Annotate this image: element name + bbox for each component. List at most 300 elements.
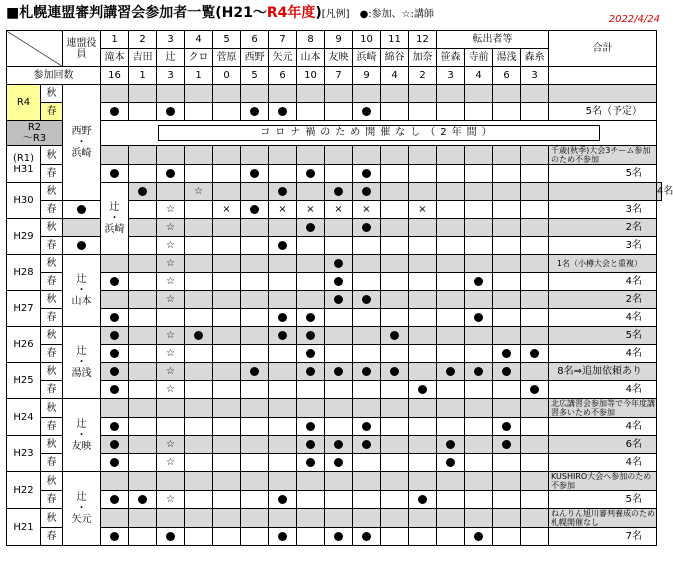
mark-cell xyxy=(521,291,549,309)
attend-dot xyxy=(334,259,343,268)
mark-cell xyxy=(269,237,297,255)
attend-dot xyxy=(362,532,371,541)
mark-cell xyxy=(297,183,325,201)
season-label: 秋 xyxy=(41,363,63,381)
mark-cell xyxy=(493,309,521,327)
mark-cell xyxy=(381,491,409,509)
mark-cell xyxy=(185,363,213,381)
legend: [凡例] ●:参加、☆:講師 xyxy=(321,9,434,20)
mark-cell xyxy=(409,345,437,363)
mark-cell xyxy=(269,291,297,309)
mark-cell xyxy=(493,146,521,165)
mark-cell xyxy=(269,103,297,121)
mark-cell xyxy=(521,363,549,381)
mark-cell xyxy=(465,146,493,165)
attend-dot xyxy=(278,532,287,541)
attend-dot xyxy=(110,367,119,376)
attend-dot xyxy=(166,107,175,116)
attend-dot xyxy=(306,422,315,431)
attend-dot xyxy=(110,440,119,449)
member-name: 湯浅 xyxy=(493,49,521,67)
year-label: H27 xyxy=(7,291,41,327)
col-number: 5 xyxy=(213,31,241,49)
attend-dot xyxy=(474,367,483,376)
mark-cell xyxy=(241,345,269,363)
mark-cell xyxy=(493,345,521,363)
season-label: 春 xyxy=(41,491,63,509)
mark-cell xyxy=(409,363,437,381)
mark-cell xyxy=(521,237,549,255)
attend-dot xyxy=(166,532,175,541)
mark-cell xyxy=(437,146,465,165)
mark-cell xyxy=(465,103,493,121)
count-total xyxy=(549,67,657,85)
mark-cell xyxy=(101,146,129,165)
mark-cell xyxy=(381,183,409,201)
year-label: H29 xyxy=(7,219,41,255)
mark-cell xyxy=(353,103,381,121)
attend-dot xyxy=(446,440,455,449)
mark-cell xyxy=(269,509,297,528)
officer-cell: 西野 ・ 浜崎 xyxy=(63,85,101,201)
mark-cell xyxy=(129,85,157,103)
mark-cell xyxy=(241,309,269,327)
mark-cell xyxy=(269,146,297,165)
row-total: 5名 xyxy=(549,165,657,183)
season-label: 秋 xyxy=(41,85,63,103)
attend-dot xyxy=(530,385,539,394)
mark-cell xyxy=(129,237,157,255)
mark-cell xyxy=(269,436,297,454)
mark-cell xyxy=(63,237,101,255)
mark-cell xyxy=(297,309,325,327)
attend-dot xyxy=(250,205,259,214)
mark-cell: ☆ xyxy=(157,436,185,454)
attend-dot xyxy=(362,107,371,116)
count-value: 0 xyxy=(213,67,241,85)
mark-cell: ☆ xyxy=(157,237,185,255)
mark-cell xyxy=(157,146,185,165)
count-value: 3 xyxy=(521,67,549,85)
mark-cell xyxy=(241,201,269,219)
mark-cell xyxy=(269,273,297,291)
season-label: 春 xyxy=(41,528,63,546)
mark-cell xyxy=(157,472,185,491)
mark-cell xyxy=(409,436,437,454)
mark-cell xyxy=(129,418,157,436)
mark-cell xyxy=(437,509,465,528)
mark-cell xyxy=(101,103,129,121)
mark-cell xyxy=(297,255,325,273)
mark-cell xyxy=(493,418,521,436)
mark-cell xyxy=(297,418,325,436)
mark-cell xyxy=(157,528,185,546)
mark-cell xyxy=(437,237,465,255)
mark-cell xyxy=(241,237,269,255)
mark-cell xyxy=(241,381,269,399)
mark-cell xyxy=(129,399,157,418)
mark-cell xyxy=(381,528,409,546)
mark-cell xyxy=(353,255,381,273)
member-name: 友映 xyxy=(325,49,353,67)
mark-cell xyxy=(493,291,521,309)
mark-cell xyxy=(213,399,241,418)
year-label: H23 xyxy=(7,436,41,472)
col-number: 2 xyxy=(129,31,157,49)
mark-cell xyxy=(297,273,325,291)
row-total: 4名 xyxy=(549,418,657,436)
season-label: 春 xyxy=(41,454,63,472)
mark-cell xyxy=(213,509,241,528)
mark-cell xyxy=(269,309,297,327)
attend-dot xyxy=(474,532,483,541)
mark-cell xyxy=(101,436,129,454)
mark-cell xyxy=(185,418,213,436)
mark-cell xyxy=(129,291,157,309)
mark-cell: × xyxy=(269,201,297,219)
mark-cell xyxy=(381,399,409,418)
mark-cell xyxy=(185,381,213,399)
attend-dot xyxy=(306,331,315,340)
officer-cell: 辻 ・ 矢元 xyxy=(63,472,101,546)
mark-cell xyxy=(353,381,381,399)
mark-cell xyxy=(101,309,129,327)
col-number: 6 xyxy=(241,31,269,49)
mark-cell xyxy=(437,103,465,121)
season-label: 春 xyxy=(41,103,63,121)
mark-cell xyxy=(129,381,157,399)
mark-cell xyxy=(465,509,493,528)
attend-dot xyxy=(250,169,259,178)
mark-cell xyxy=(465,201,493,219)
mark-cell xyxy=(521,454,549,472)
attend-dot xyxy=(194,331,203,340)
mark-cell xyxy=(297,436,325,454)
mark-cell xyxy=(353,219,381,237)
mark-cell xyxy=(213,165,241,183)
mark-cell xyxy=(129,327,157,345)
member-name: 森糸 xyxy=(521,49,549,67)
mark-cell xyxy=(241,165,269,183)
mark-cell xyxy=(381,237,409,255)
mark-cell: ☆ xyxy=(157,327,185,345)
mark-cell xyxy=(353,273,381,291)
mark-cell xyxy=(437,472,465,491)
col-number: 10 xyxy=(353,31,381,49)
mark-cell xyxy=(241,454,269,472)
member-name: 西野 xyxy=(241,49,269,67)
mark-cell xyxy=(325,291,353,309)
attend-dot xyxy=(334,532,343,541)
mark-cell xyxy=(129,345,157,363)
row-total: 4名 xyxy=(549,273,657,291)
attend-dot xyxy=(250,107,259,116)
col-number: 12 xyxy=(409,31,437,49)
mark-cell xyxy=(185,309,213,327)
season-label: 秋 xyxy=(41,146,63,165)
mark-cell xyxy=(241,418,269,436)
mark-cell: ☆ xyxy=(157,291,185,309)
mark-cell xyxy=(437,219,465,237)
row-total: 3名 xyxy=(549,237,657,255)
mark-cell xyxy=(241,436,269,454)
mark-cell xyxy=(437,345,465,363)
mark-cell xyxy=(437,85,465,103)
mark-cell xyxy=(521,201,549,219)
mark-cell xyxy=(521,219,549,237)
attend-dot xyxy=(278,331,287,340)
mark-cell xyxy=(465,273,493,291)
year-label: H21 xyxy=(7,509,41,546)
mark-cell xyxy=(297,381,325,399)
mark-cell xyxy=(157,85,185,103)
mark-cell xyxy=(465,183,493,201)
mark-cell xyxy=(353,491,381,509)
season-label: 秋 xyxy=(41,183,63,201)
mark-cell xyxy=(325,363,353,381)
mark-cell: × xyxy=(213,201,241,219)
mark-cell xyxy=(325,85,353,103)
mark-cell xyxy=(521,309,549,327)
mark-cell xyxy=(465,237,493,255)
member-name: 菅原 xyxy=(213,49,241,67)
season-label: 春 xyxy=(41,201,63,219)
mark-cell xyxy=(101,85,129,103)
mark-cell xyxy=(381,436,409,454)
attend-dot xyxy=(138,187,147,196)
mark-cell xyxy=(101,399,129,418)
row-total: 2名 xyxy=(549,219,657,237)
mark-cell xyxy=(493,237,521,255)
mark-cell xyxy=(325,454,353,472)
mark-cell xyxy=(521,345,549,363)
mark-cell xyxy=(157,103,185,121)
row-total: 8名⇒追加依頼あり xyxy=(549,363,657,381)
mark-cell xyxy=(269,255,297,273)
mark-cell xyxy=(185,472,213,491)
mark-cell xyxy=(437,327,465,345)
season-label: 秋 xyxy=(41,436,63,454)
attend-dot xyxy=(530,349,539,358)
mark-cell xyxy=(409,103,437,121)
mark-cell xyxy=(465,165,493,183)
mark-cell xyxy=(353,454,381,472)
col-number: 1 xyxy=(101,31,129,49)
mark-cell xyxy=(353,528,381,546)
officer-cell: 辻 ・ 浜崎 xyxy=(101,183,129,255)
mark-cell xyxy=(185,146,213,165)
mark-cell xyxy=(409,183,437,201)
row-total: 千歳(秋季)大会3チーム参加のため不参加 xyxy=(549,146,657,165)
mark-cell xyxy=(493,255,521,273)
attend-dot xyxy=(474,277,483,286)
attend-dot xyxy=(362,187,371,196)
attend-dot xyxy=(362,440,371,449)
mark-cell xyxy=(493,327,521,345)
attend-dot xyxy=(474,313,483,322)
mark-cell xyxy=(493,454,521,472)
mark-cell xyxy=(101,381,129,399)
mark-cell xyxy=(297,103,325,121)
year-label: H26 xyxy=(7,327,41,363)
mark-cell xyxy=(101,454,129,472)
mark-cell xyxy=(409,291,437,309)
mark-cell xyxy=(101,291,129,309)
season-label: 秋 xyxy=(41,255,63,273)
season-label: 春 xyxy=(41,309,63,327)
mark-cell xyxy=(129,309,157,327)
mark-cell xyxy=(325,472,353,491)
season-label: 秋 xyxy=(41,399,63,418)
mark-cell xyxy=(63,219,101,237)
season-label: 春 xyxy=(41,345,63,363)
mark-cell xyxy=(493,183,521,201)
mark-cell xyxy=(493,528,521,546)
mark-cell xyxy=(465,418,493,436)
row-total: 4名 xyxy=(549,345,657,363)
mark-cell xyxy=(437,309,465,327)
member-name: 矢元 xyxy=(269,49,297,67)
mark-cell xyxy=(241,273,269,291)
mark-cell xyxy=(241,509,269,528)
mark-cell xyxy=(521,381,549,399)
mark-cell xyxy=(269,491,297,509)
mark-cell xyxy=(521,399,549,418)
mark-cell xyxy=(269,528,297,546)
mark-cell: ☆ xyxy=(157,201,185,219)
mark-cell xyxy=(493,436,521,454)
mark-cell xyxy=(521,183,549,201)
officer-cell: 辻 ・ 湯浅 xyxy=(63,327,101,399)
mark-cell xyxy=(325,345,353,363)
mark-cell xyxy=(521,85,549,103)
officer-cell: 辻 ・ 友映 xyxy=(63,399,101,472)
row-total: 7名 xyxy=(549,528,657,546)
mark-cell xyxy=(129,472,157,491)
mark-cell xyxy=(129,165,157,183)
mark-cell xyxy=(129,509,157,528)
count-value: 2 xyxy=(409,67,437,85)
mark-cell xyxy=(297,528,325,546)
mark-cell xyxy=(129,454,157,472)
mark-cell xyxy=(297,345,325,363)
member-name: 山本 xyxy=(297,49,325,67)
season-label: 春 xyxy=(41,237,63,255)
mark-cell xyxy=(297,327,325,345)
mark-cell xyxy=(241,85,269,103)
attend-dot xyxy=(110,331,119,340)
row-total: 北広講習会参加等で今年度講習多いため不参加 xyxy=(549,399,657,418)
member-name: クロ xyxy=(185,49,213,67)
attend-dot xyxy=(110,532,119,541)
season-label: 秋 xyxy=(41,327,63,345)
member-name: 滝本 xyxy=(101,49,129,67)
mark-cell xyxy=(409,381,437,399)
attend-dot xyxy=(110,422,119,431)
mark-cell xyxy=(493,491,521,509)
mark-cell xyxy=(185,528,213,546)
mark-cell xyxy=(521,509,549,528)
mark-cell xyxy=(213,528,241,546)
mark-cell xyxy=(381,165,409,183)
mark-cell xyxy=(269,165,297,183)
mark-cell xyxy=(269,327,297,345)
mark-cell xyxy=(185,509,213,528)
transfer-header: 転出者等 xyxy=(437,31,549,49)
mark-cell xyxy=(129,273,157,291)
mark-cell xyxy=(241,183,269,201)
mark-cell xyxy=(297,219,325,237)
attend-dot xyxy=(306,223,315,232)
mark-cell xyxy=(409,255,437,273)
mark-cell xyxy=(157,509,185,528)
mark-cell: × xyxy=(353,201,381,219)
mark-cell xyxy=(325,418,353,436)
mark-cell xyxy=(493,363,521,381)
mark-cell xyxy=(353,509,381,528)
mark-cell: × xyxy=(409,201,437,219)
mark-cell xyxy=(465,472,493,491)
mark-cell xyxy=(185,436,213,454)
row-total: 6名 xyxy=(549,436,657,454)
season-label: 秋 xyxy=(41,219,63,237)
mark-cell xyxy=(213,255,241,273)
attend-dot xyxy=(334,295,343,304)
count-value: 10 xyxy=(297,67,325,85)
mark-cell xyxy=(213,183,241,201)
mark-cell xyxy=(381,309,409,327)
count-label: 参加回数 xyxy=(7,67,101,85)
mark-cell xyxy=(297,509,325,528)
officer-cell: 辻 ・ 山本 xyxy=(63,255,101,327)
mark-cell xyxy=(465,491,493,509)
attend-dot xyxy=(278,495,287,504)
mark-cell xyxy=(353,327,381,345)
attend-dot xyxy=(278,241,287,250)
mark-cell xyxy=(353,165,381,183)
mark-cell xyxy=(101,273,129,291)
mark-cell xyxy=(241,255,269,273)
mark-cell xyxy=(101,491,129,509)
mark-cell xyxy=(213,273,241,291)
mark-cell xyxy=(241,491,269,509)
count-value: 5 xyxy=(241,67,269,85)
mark-cell: × xyxy=(297,201,325,219)
participant-table xyxy=(6,30,673,546)
season-label: 春 xyxy=(41,273,63,291)
season-label: 秋 xyxy=(41,472,63,491)
year-label: H30 xyxy=(7,183,41,219)
mark-cell xyxy=(185,345,213,363)
date-label: 2022/4/24 xyxy=(608,14,660,25)
mark-cell xyxy=(465,309,493,327)
count-value: 4 xyxy=(465,67,493,85)
attend-dot xyxy=(418,385,427,394)
mark-cell xyxy=(409,85,437,103)
year-label: H28 xyxy=(7,255,41,291)
row-total: ねんりん旭川審判養成のため札幌開催なし xyxy=(549,509,657,528)
mark-cell xyxy=(409,146,437,165)
mark-cell xyxy=(269,85,297,103)
member-name: 吉田 xyxy=(129,49,157,67)
officer-header: 連盟役員 xyxy=(63,31,101,67)
mark-cell xyxy=(409,219,437,237)
row-total: 2名 xyxy=(549,291,657,309)
mark-cell xyxy=(129,363,157,381)
mark-cell xyxy=(297,454,325,472)
mark-cell xyxy=(101,528,129,546)
mark-cell: ☆ xyxy=(157,273,185,291)
